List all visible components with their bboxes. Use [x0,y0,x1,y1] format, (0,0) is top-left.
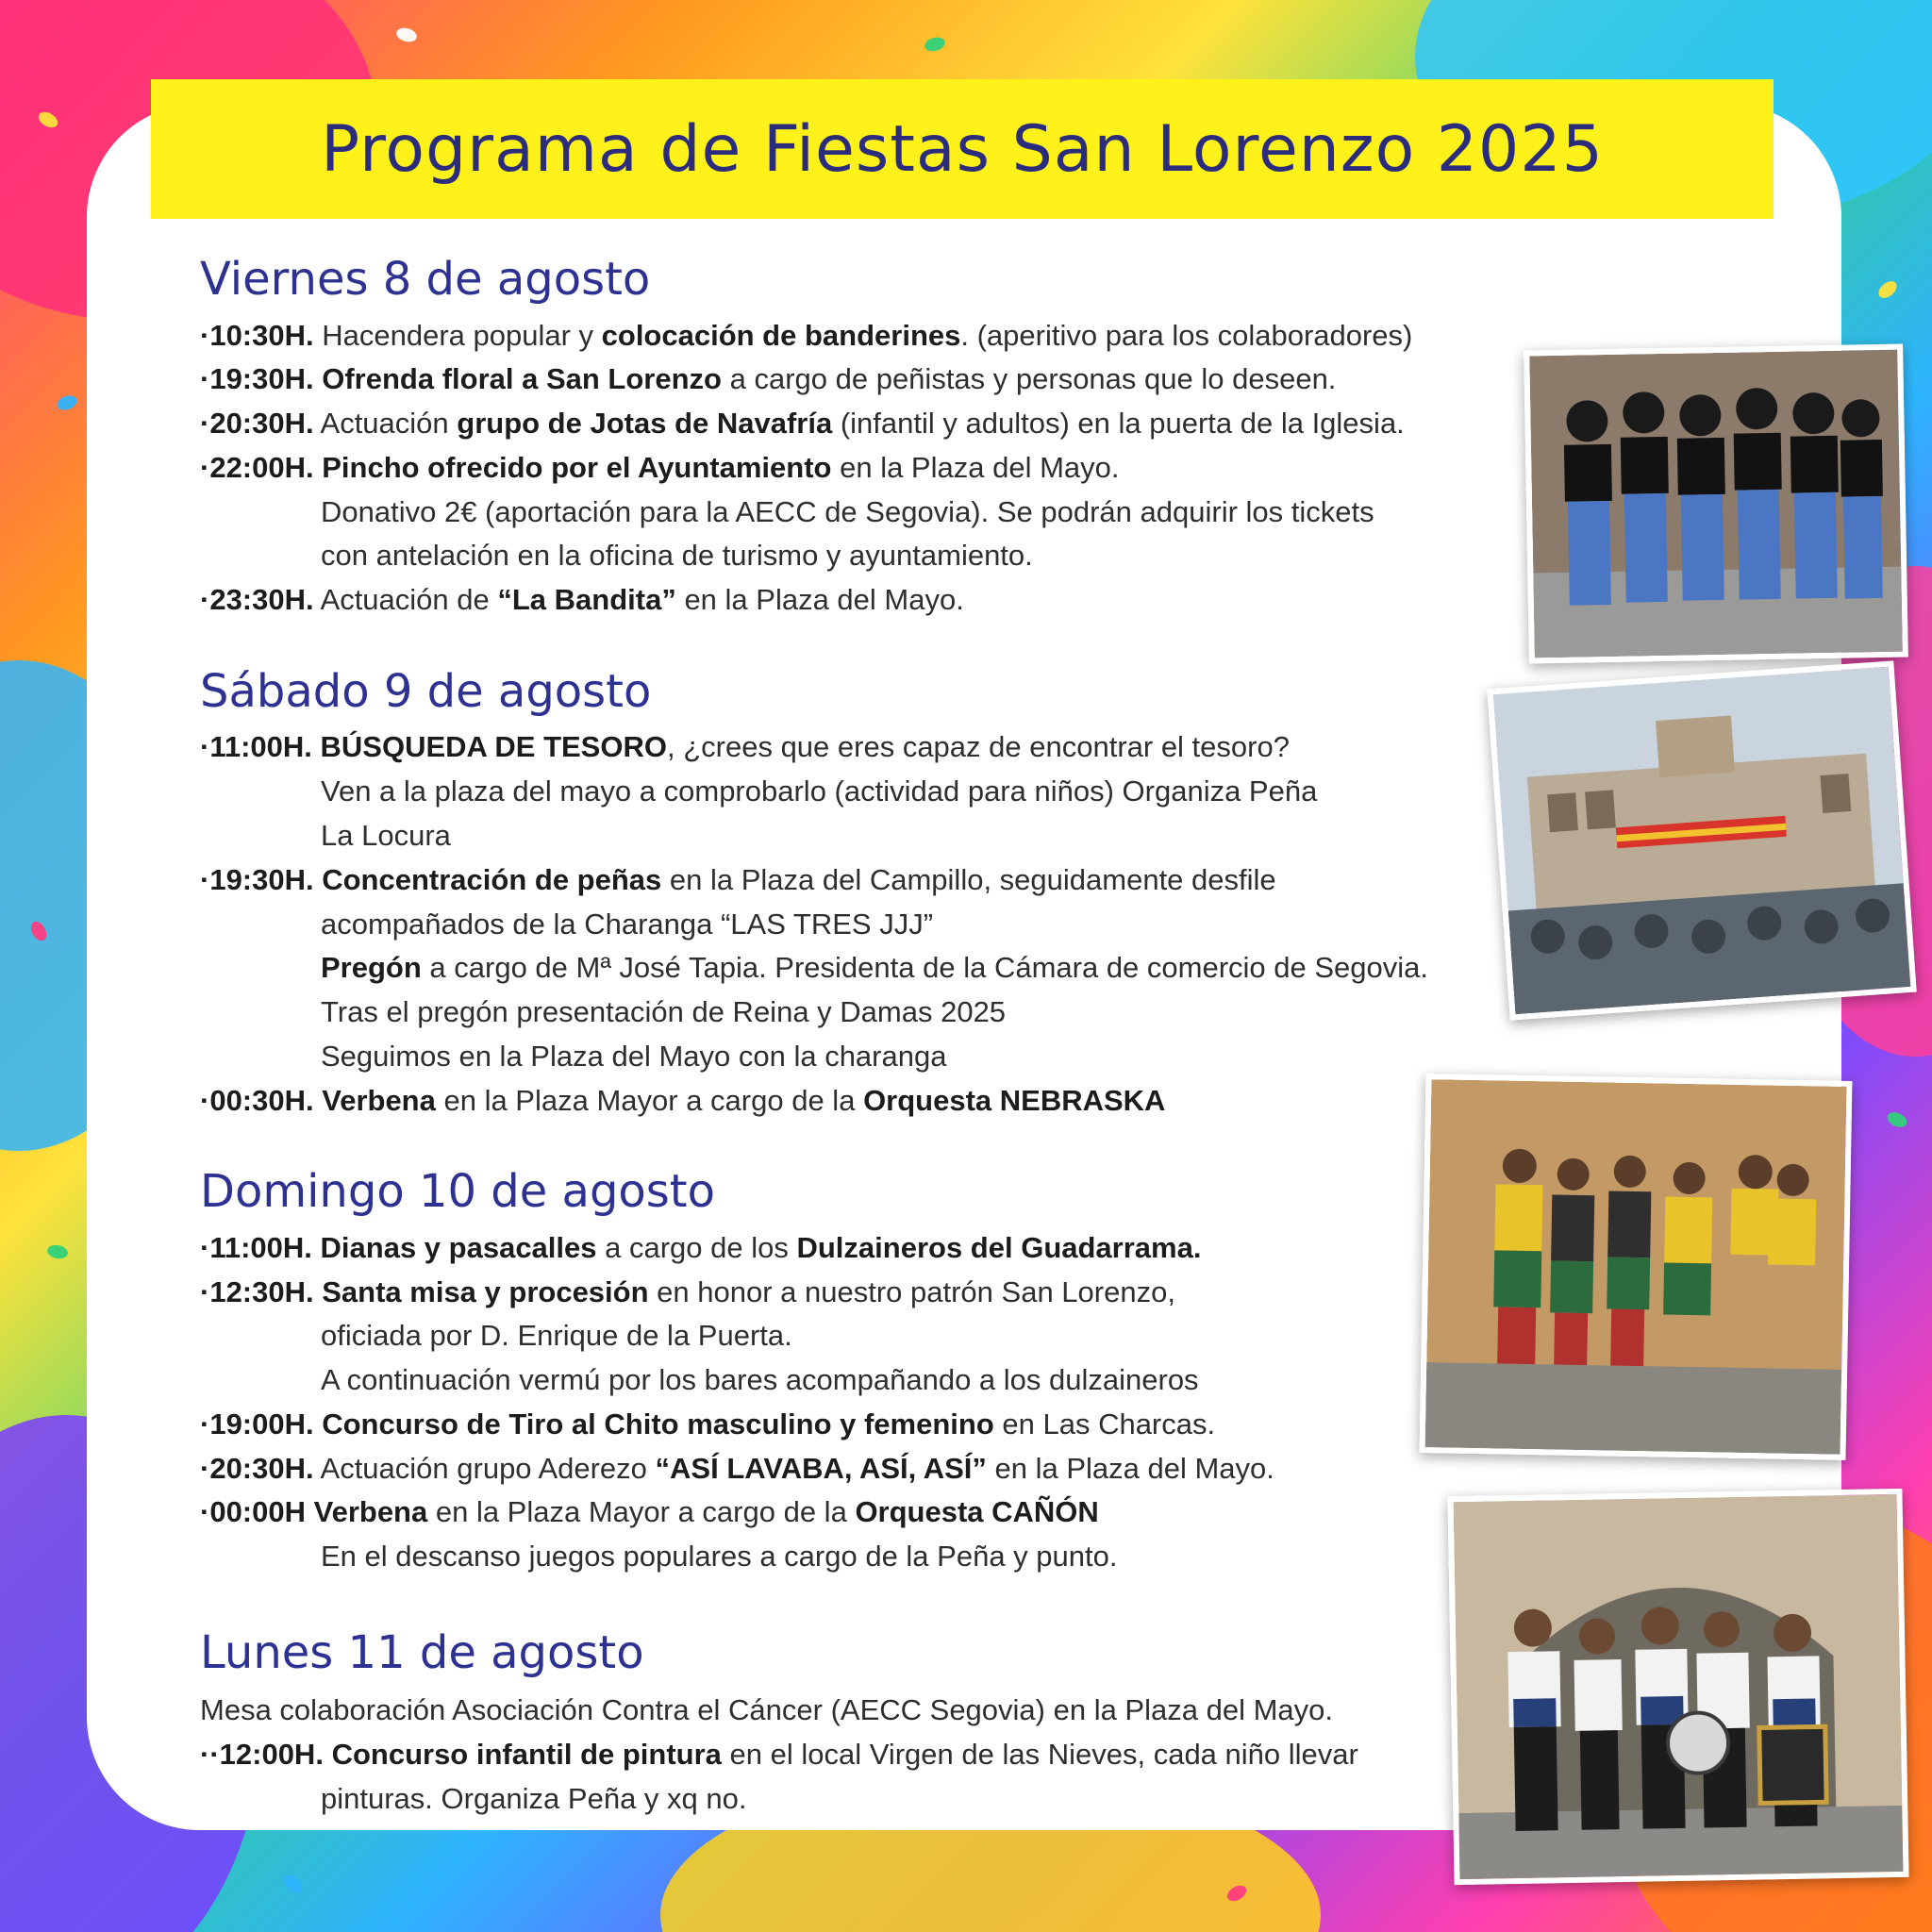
title-banner [151,79,1774,219]
schedule-line: La Locura [321,819,451,852]
schedule-line: Ven a la plaza del mayo a comprobarlo (actividad para niños) Organiza Peña [321,774,1318,808]
schedule-line: En el descanso juegos populares a cargo de la Peña y punto. [321,1540,1118,1573]
schedule-line: ·20:30H. Actuación grupo Aderezo “ASÍ LAVABA, ASÍ, ASÍ” en la Plaza del Mayo. [200,1452,1274,1485]
confetti [1885,1109,1909,1130]
confetti [55,393,78,413]
day-heading: Viernes 8 de agosto [200,253,651,306]
poster-title: Programa de Fiestas San Lorenzo 2025 [321,111,1604,187]
schedule-line: ·20:30H. Actuación grupo de Jotas de Navafría (infantil y adultos) en la puerta de la Iglesia. [200,407,1405,440]
schedule-line: ·19:30H. Ofrenda floral a San Lorenzo a cargo de peñistas y personas que lo deseen. [200,362,1337,395]
schedule-line: ·23:30H. Actuación de “La Bandita” en la Plaza del Mayo. [200,583,964,616]
schedule-line: acompañados de la Charanga “LAS TRES JJJ” [321,908,934,941]
schedule-line: ··12:00H. Concurso infantil de pintura en el local Virgen de las Nieves, cada niño llevar [200,1738,1358,1771]
schedule-line: Donativo 2€ (aportación para la AECC de Segovia). Se podrán adquirir los tickets [321,495,1374,528]
schedule-line: ·11:00H. BÚSQUEDA DE TESORO, ¿crees que eres capaz de encontrar el tesoro? [200,730,1290,763]
schedule-line: oficiada por D. Enrique de la Puerta. [321,1319,792,1352]
photo-penistas-group [1524,344,1908,664]
schedule-line: Tras el pregón presentación de Reina y Damas 2025 [321,995,1007,1028]
confetti [395,25,419,43]
schedule-line: pinturas. Organiza Peña y xq no. [321,1782,747,1815]
confetti [281,1872,305,1895]
schedule-line: ·19:00H. Concurso de Tiro al Chito masculino y femenino en Las Charcas. [200,1407,1216,1441]
day-heading: Lunes 11 de agosto [200,1626,644,1679]
schedule-line: ·22:00H. Pincho ofrecido por el Ayuntamiento en la Plaza del Mayo. [200,451,1120,484]
day-heading: Domingo 10 de agosto [200,1165,715,1218]
confetti [46,1243,69,1260]
day-heading: Sábado 9 de agosto [200,665,652,718]
confetti [924,35,947,53]
schedule-line: ·19:30H. Concentración de peñas en la Plaza del Campillo, seguidamente desfile [200,863,1276,896]
schedule-line: Mesa colaboración Asociación Contra el Cáncer (AECC Segovia) en la Plaza del Mayo. [200,1693,1333,1726]
schedule-line: ·12:30H. Santa misa y procesión en honor a nuestro patrón San Lorenzo, [200,1275,1175,1308]
schedule-line: ·10:30H. Hacendera popular y colocación de banderines. (aperitivo para los colaboradores) [200,319,1413,352]
photo-dulzaineros-group [1420,1074,1853,1460]
schedule-line: con antelación en la oficina de turismo y ayuntamiento. [321,539,1033,572]
schedule-line: Pregón a cargo de Mª José Tapia. Presidenta de la Cámara de comercio de Segovia. [321,951,1429,984]
photo-town-hall-square [1487,660,1917,1020]
schedule-line: Seguimos en la Plaza del Mayo con la charanga [321,1040,947,1073]
schedule-line: ·11:00H. Dianas y pasacalles a cargo de los Dulzaineros del Guadarrama. [200,1231,1202,1264]
photo-musicians-arch [1447,1489,1908,1885]
confetti [1875,278,1900,302]
schedule-line: ·00:30H. Verbena en la Plaza Mayor a cargo de la Orquesta NEBRASKA [200,1084,1166,1117]
schedule-line: A continuación vermú por los bares acompañando a los dulzaineros [321,1363,1199,1396]
schedule-line: ·00:00H Verbena en la Plaza Mayor a cargo de la Orquesta CAÑÓN [200,1495,1099,1528]
